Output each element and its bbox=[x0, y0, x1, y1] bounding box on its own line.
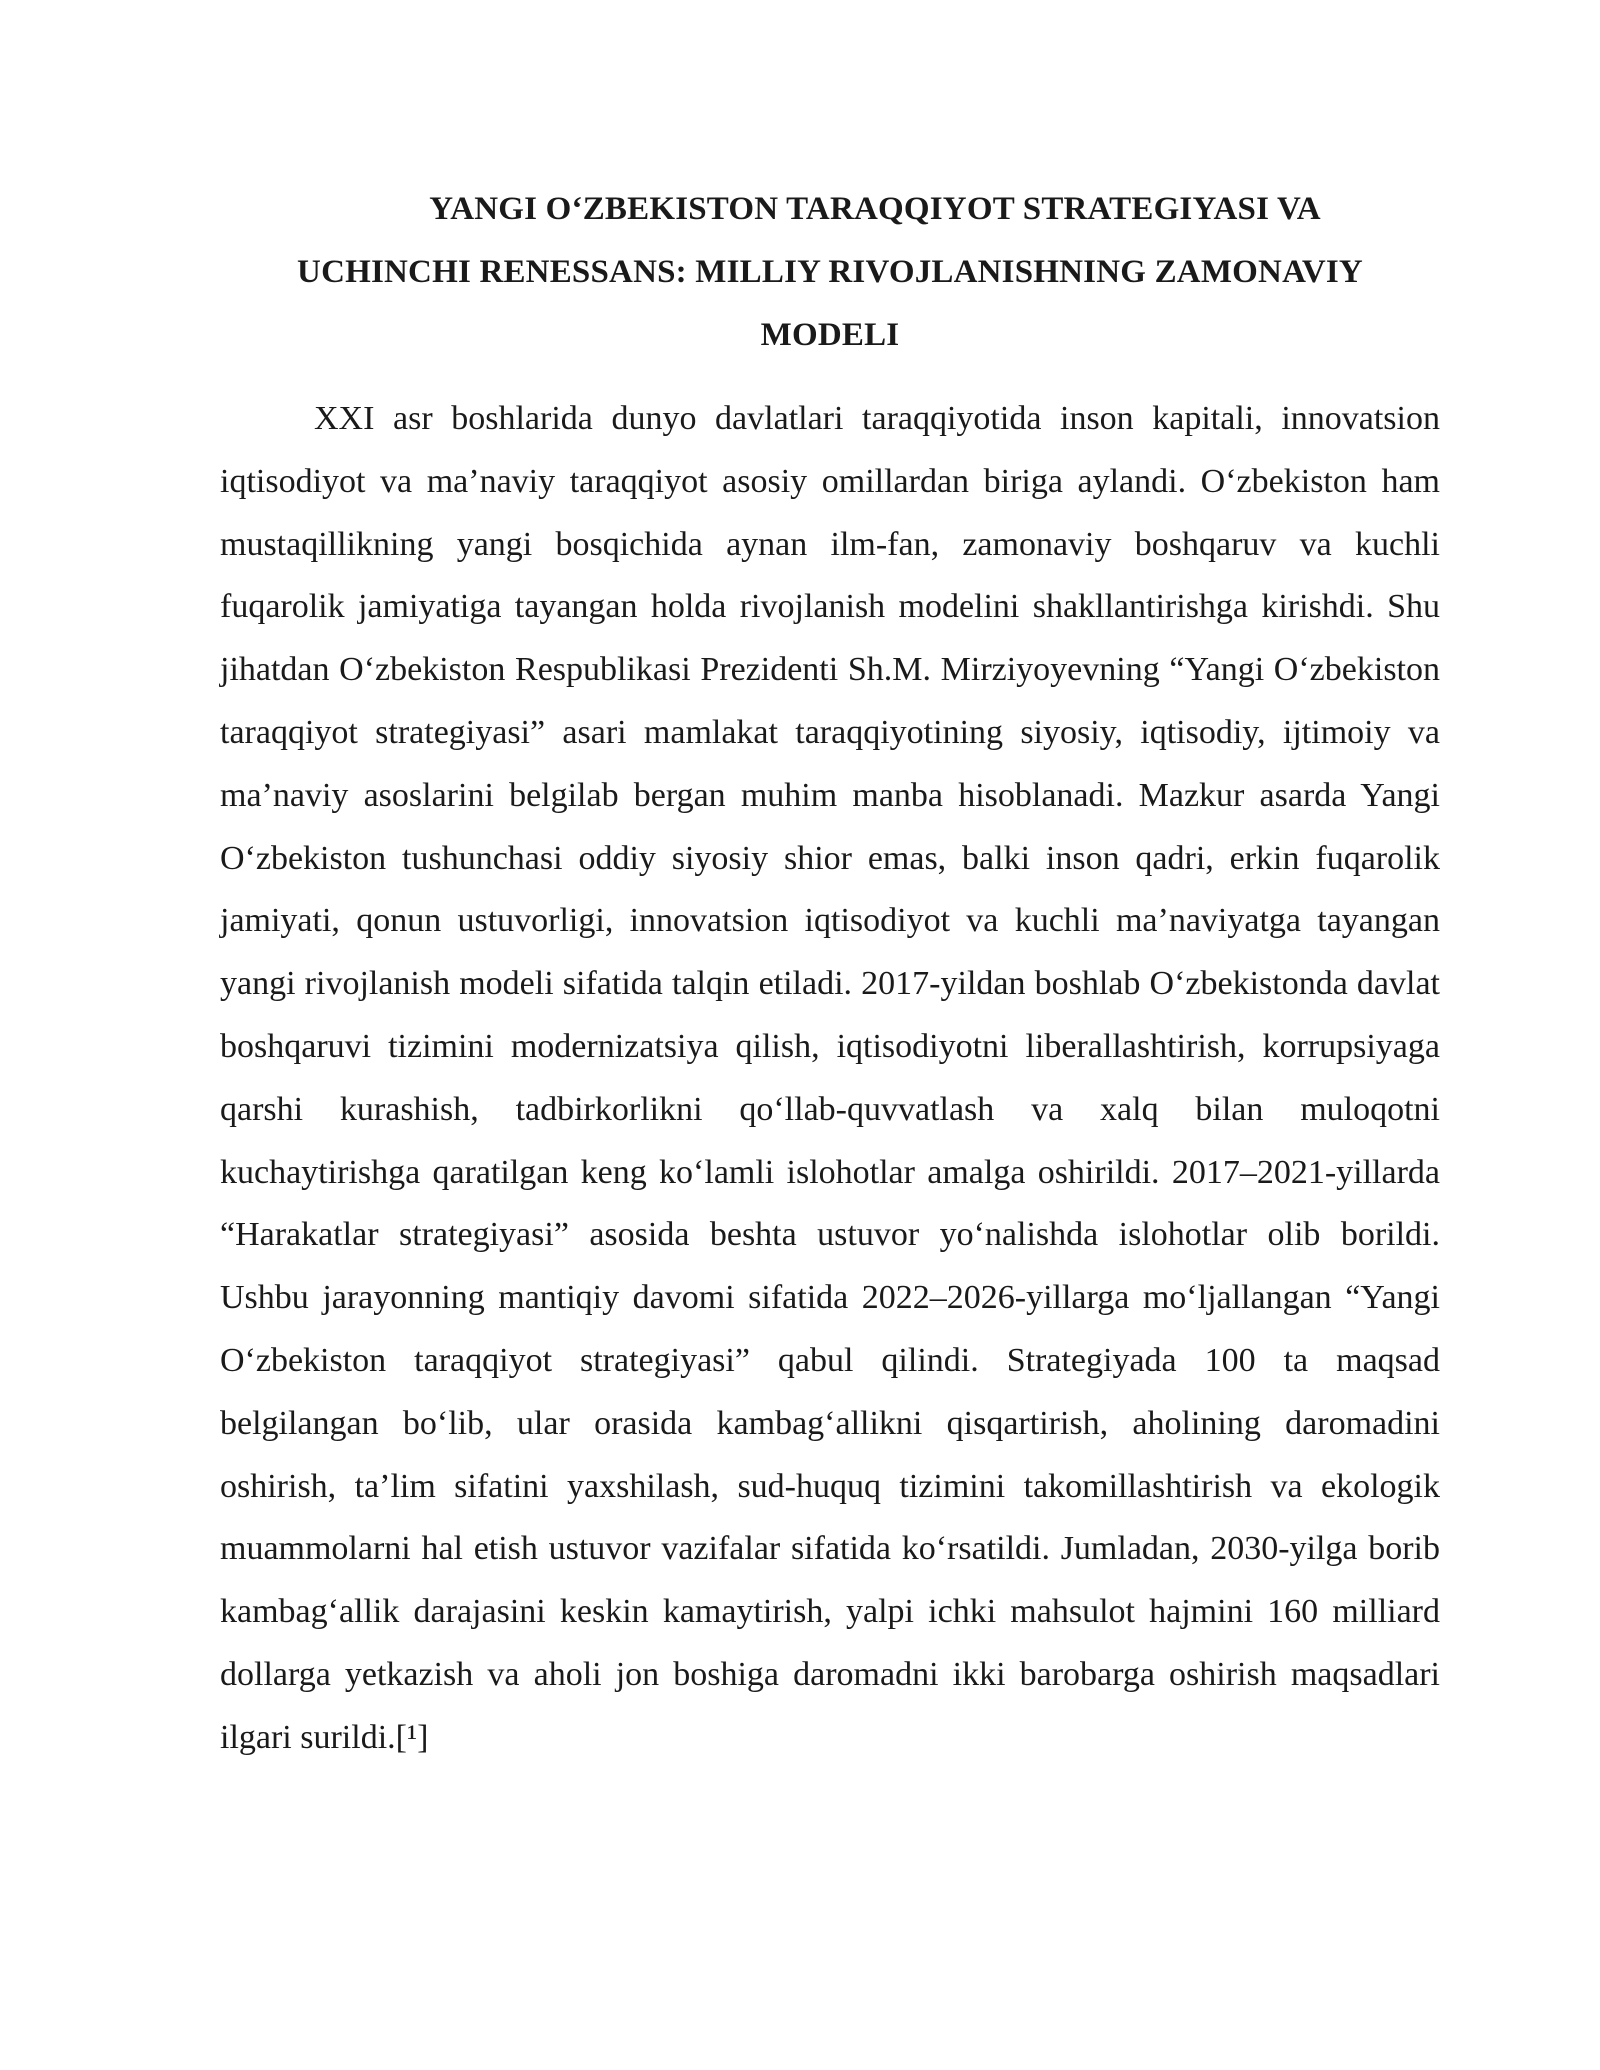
title-line-2: UCHINCHI RENESSANS: MILLIY RIVOJLANISHNING ZAMONAVIY bbox=[297, 254, 1363, 290]
body-paragraph: XXI asr boshlarida dunyo davlatlari taraqqiyotida inson kapitali, innovatsion iqtisodiyot va ma’naviy taraqqiyot asosiy omillardan biriga aylandi. O‘zbekiston ham mustaqillikning yangi bosqichida aynan ilm-fan, zamonaviy boshqaruv va kuchli fuqarolik jamiyatiga tayangan holda rivojlanish modelini shakllantirishga kirishdi. Shu jihatdan O‘zbekiston Respublikasi Prezidenti Sh.M. Mirziyoyevning “Yangi O‘zbekiston taraqqiyot strategiyasi” asari mamlakat taraqqiyotining siyosiy, iqtisodiy, ijtimoiy va ma’naviy asoslarini belgilab bergan muhim manba hisoblanadi. Mazkur asarda Yangi O‘zbekiston tushunchasi oddiy siyosiy shior emas, balki inson qadri, erkin fuqarolik jamiyati, qonun ustuvorligi, innovatsion iqtisodiyot va kuchli ma’naviyatga tayangan yangi rivojlanish modeli sifatida talqin etiladi. 2017-yildan boshlab O‘zbekistonda davlat boshqaruvi tizimini modernizatsiya qilish, iqtisodiyotni liberallashtirish, korrupsiyaga qarshi kurashish, tadbirkorlikni qo‘llab-quvvatlash va xalq bilan muloqotni kuchaytirishga qaratilgan keng ko‘lamli islohotlar amalga oshirildi. 2017–2021-yillarda “Harakatlar strategiyasi” asosida beshta ustuvor yo‘nalishda islohotlar olib borildi. Ushbu jarayonning mantiqiy davomi sifatida 2022–2026-yillarga mo‘ljallangan “Yangi O‘zbekiston taraqqiyot strategiyasi” qabul qilindi. Strategiyada 100 ta maqsad belgilangan bo‘lib, ular orasida kambag‘allikni qisqartirish, aholining daromadini oshirish, ta’lim sifatini yaxshilash, sud-huquq tizimini takomillashtirish va ekologik muammolarni hal etish ustuvor vazifalar sifatida ko‘rsatildi. Jumladan, 2030-yilga borib kambag‘allik darajasini keskin kamaytirish, yalpi ichki mahsulot hajmini 160 milliard dollarga yetkazish va aholi jon boshiga daromadni ikki barobarga oshirish maqsadlari ilgari surildi.[¹] bbox=[220, 400, 1440, 1756]
document-title bbox=[220, 178, 1440, 367]
title-line-3: MODELI bbox=[760, 317, 900, 353]
title-line-1: YANGI O‘ZBEKISTON TARAQQIYOT STRATEGIYASI VA bbox=[429, 191, 1321, 227]
